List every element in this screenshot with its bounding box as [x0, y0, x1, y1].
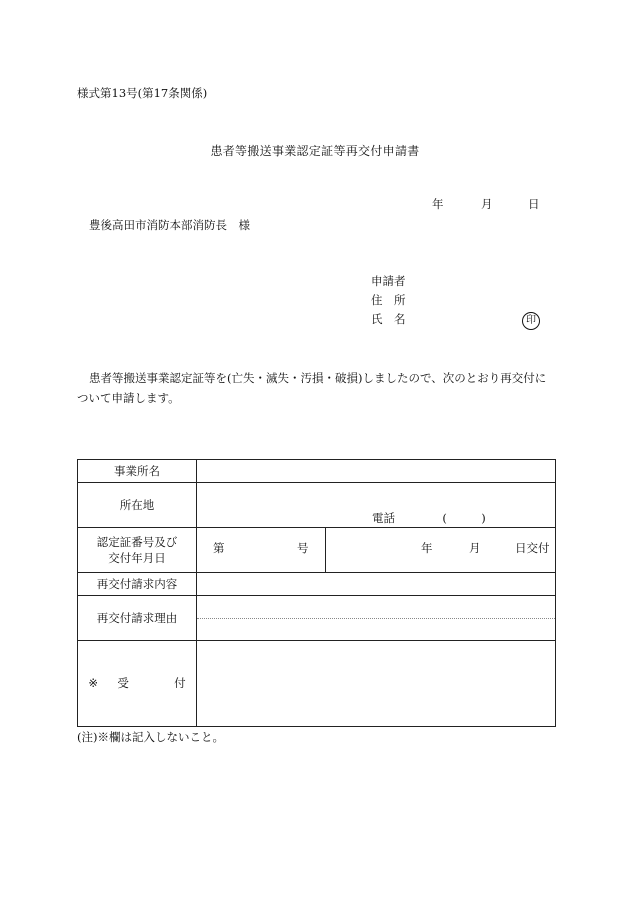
table-row [78, 596, 556, 641]
date-year-label: 年 [432, 197, 444, 211]
addressee: 豊後高田市消防本部消防長 様 [89, 218, 250, 232]
reception-field [197, 641, 556, 727]
applicant-name-label: 氏 名 [371, 312, 406, 326]
table-row [78, 573, 556, 596]
footnote: (注)※欄は記入しないこと。 [77, 730, 224, 744]
document-title: 患者等搬送事業認定証等再交付申請書 [210, 144, 420, 158]
cert-number-label [78, 528, 197, 573]
cert-go-label: 号 [297, 541, 309, 555]
table-row [78, 460, 556, 483]
reception-label [78, 641, 197, 727]
reception-char-1: 受 [117, 676, 129, 691]
date-day-label: 日 [528, 197, 540, 211]
dotted-divider [197, 618, 555, 619]
table-row [78, 641, 556, 727]
cert-label-line1: 認定証番号及び [96, 535, 178, 549]
office-name-field[interactable] [197, 460, 556, 483]
table-row [78, 528, 556, 573]
applicant-address-label: 住 所 [371, 293, 406, 307]
cert-label-line2: 交付年月日 [108, 551, 166, 565]
application-table [77, 459, 556, 727]
applicant-label: 申請者 [371, 274, 406, 288]
reception-mark: ※ [88, 676, 98, 691]
cert-number-field[interactable] [197, 528, 556, 573]
reissue-reason-field[interactable] [197, 596, 556, 641]
cert-dai-label: 第 [213, 541, 225, 555]
phone-area-parens: ( ) [442, 511, 486, 525]
issue-month-label: 月 [469, 541, 481, 555]
phone-group [372, 511, 486, 526]
reissue-content-label: 再交付請求内容 [78, 573, 197, 596]
issue-year-label: 年 [421, 541, 433, 555]
date-month-label: 月 [481, 197, 493, 211]
reception-char-2: 付 [174, 676, 186, 691]
location-label: 所在地 [78, 483, 197, 528]
reissue-reason-label: 再交付請求理由 [78, 596, 197, 641]
office-name-label: 事業所名 [78, 460, 197, 483]
cert-number-box[interactable] [197, 528, 326, 572]
form-number: 様式第13号(第17条関係) [77, 86, 208, 100]
location-field[interactable] [197, 483, 556, 528]
seal-mark: 印 [522, 312, 540, 330]
issue-day-label: 日交付 [515, 541, 550, 555]
body-paragraph: 患者等搬送事業認定証等を(亡失・滅失・汚損・破損)しましたので、次のとおり再交付について申請します。 [77, 371, 547, 405]
reissue-content-field[interactable] [197, 573, 556, 596]
phone-label: 電話 [372, 511, 395, 525]
table-row [78, 483, 556, 528]
